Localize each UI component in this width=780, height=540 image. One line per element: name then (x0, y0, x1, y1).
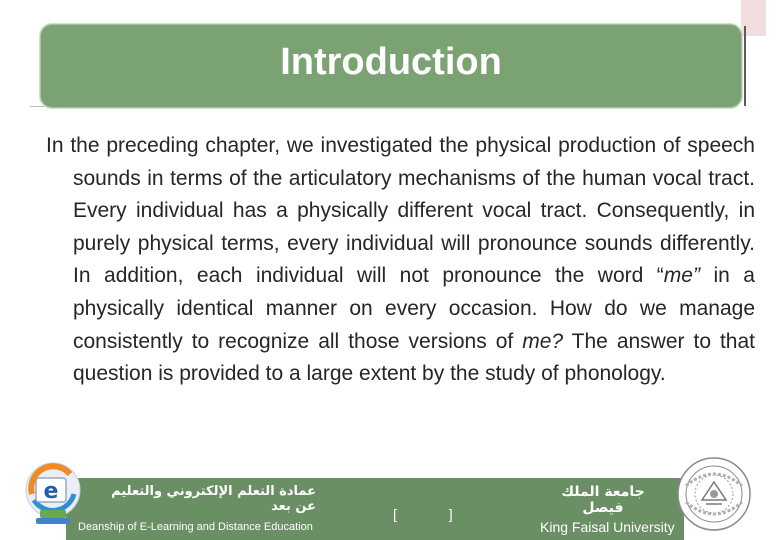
e-learning-logo-icon (24, 460, 82, 528)
svg-text:e: e (43, 479, 59, 504)
title-rule-right (744, 26, 746, 106)
university-seal-icon (676, 456, 752, 532)
deanship-english-label: Deanship of E-Learning and Distance Education (78, 521, 313, 533)
title-bar (40, 24, 742, 108)
paragraph-italic-1: me” (663, 264, 700, 288)
footer (0, 470, 780, 540)
university-english-label: King Faisal University (540, 519, 675, 535)
deanship-arabic-label: عمادة التعلم الإلكتروني والتعليم عن بعد (111, 484, 316, 514)
paragraph-text-1: In the preceding chapter, we investigated the physical production of speech sounds in terms of the articulatory mechanisms of the human vocal tract. Every individual has a physically different vocal tract. Consequently, in purely physical terms, every individual will pronounce sounds differently. In addition, each individual will not pronounce the word “ (46, 134, 755, 288)
body-paragraph (46, 130, 755, 391)
slide-title: Introduction (280, 40, 502, 83)
title-rule-left (30, 106, 44, 107)
paragraph-text-3: The answer to that question is provided to a large extent by the study of phonology. (73, 329, 756, 386)
paragraph-text-2: in a physically identical manner on every occasion. How do we manage consistently to recognize all those versions of (73, 264, 755, 353)
page-number: [ ] (393, 506, 477, 522)
paragraph-italic-2: me? (522, 329, 564, 353)
university-arabic-label: جامعة الملك فيصل (561, 484, 645, 516)
